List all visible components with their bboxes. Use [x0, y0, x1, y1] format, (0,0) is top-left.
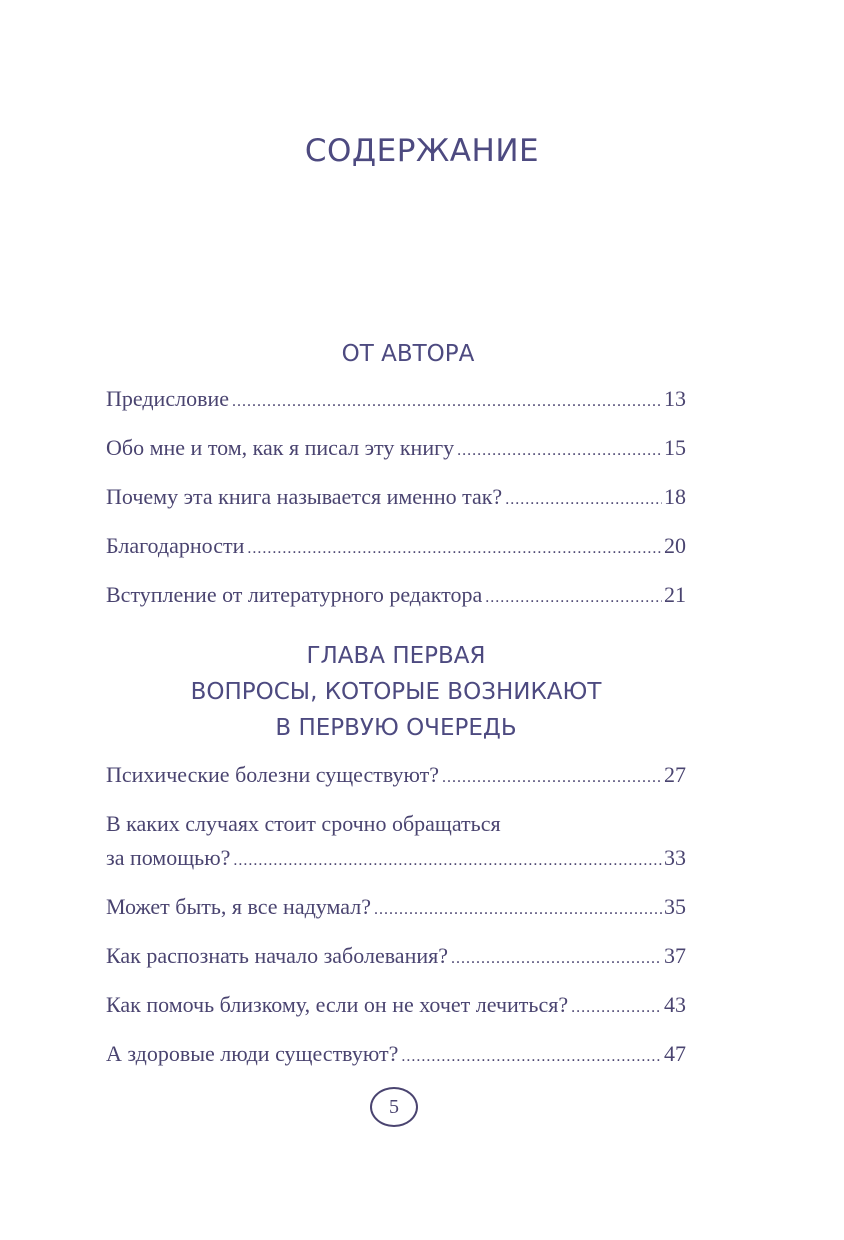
section-heading [106, 638, 686, 746]
toc-entry-title: А здоровые люди существуют? [106, 1041, 399, 1066]
toc-entry-title: Вступление от литературного редактора [106, 582, 483, 607]
toc-entry [106, 988, 686, 1025]
toc-entry-page: 37 [664, 943, 686, 968]
toc-entry-page: 21 [664, 582, 686, 607]
toc-entry-title: Психические болезни существуют? [106, 762, 439, 787]
toc-entry-title: Как распознать начало заболевания? [106, 943, 448, 968]
toc-leader-dots [457, 434, 662, 468]
toc-entry [106, 1037, 686, 1074]
toc-leader-dots [233, 844, 662, 878]
toc-entry [106, 431, 686, 468]
toc-leader-dots [374, 893, 662, 927]
toc-entry [106, 529, 686, 566]
section-heading-line: ВОПРОСЫ, КОТОРЫЕ ВОЗНИКАЮТ [190, 679, 602, 705]
toc-entry [106, 382, 686, 419]
toc-leader-dots [401, 1040, 662, 1074]
toc-entry-title: Может быть, я все надумал? [106, 894, 371, 919]
toc-leader-dots [247, 532, 662, 566]
toc-leader-dots [571, 991, 662, 1025]
toc-entry-page: 47 [664, 1041, 686, 1066]
toc-entry-title: Предисловие [106, 386, 229, 411]
toc-entry [106, 758, 686, 795]
toc-leader-dots [232, 385, 662, 419]
toc-entry-title: Как помочь близкому, если он не хочет лечиться? [106, 992, 569, 1017]
toc-entry-page: 43 [664, 992, 686, 1017]
toc-entry-title: за помощью? [106, 845, 231, 870]
toc-entry-page: 33 [664, 845, 686, 870]
section-heading [118, 336, 698, 372]
toc-section-from-author [106, 336, 686, 615]
toc-entry-title: Обо мне и том, как я писал эту книгу [106, 435, 455, 460]
section-heading-line: ГЛАВА ПЕРВАЯ [306, 643, 486, 669]
toc-section-chapter-one [106, 638, 686, 1074]
toc-list [106, 382, 686, 615]
section-heading-line: В ПЕРВУЮ ОЧЕРЕДЬ [275, 715, 517, 741]
toc-entry-page: 35 [664, 894, 686, 919]
toc-entry [106, 939, 686, 976]
toc-entry-page: 18 [664, 484, 686, 509]
toc-entry-title-first-line: В каких случаях стоит срочно обращаться [106, 811, 501, 836]
toc-list [106, 758, 686, 1074]
page-title: СОДЕРЖАНИЕ [304, 133, 540, 169]
toc-entry [106, 578, 686, 615]
toc-leader-dots [451, 942, 662, 976]
toc-entry [106, 480, 686, 517]
page-number-badge: 5 [370, 1087, 418, 1127]
toc-leader-dots [485, 581, 662, 615]
toc-entry [106, 890, 686, 927]
toc-entry-title: Благодарности [106, 533, 245, 558]
toc-leader-dots [442, 761, 662, 795]
toc-entry [106, 807, 686, 878]
toc-entry-page: 20 [664, 533, 686, 558]
toc-leader-dots [505, 483, 662, 517]
toc-entry-page: 13 [664, 386, 686, 411]
toc-entry-page: 15 [664, 435, 686, 460]
section-heading-line: ОТ АВТОРА [341, 341, 475, 367]
toc-entry-title: Почему эта книга называется именно так? [106, 484, 503, 509]
toc-entry-page: 27 [664, 762, 686, 787]
